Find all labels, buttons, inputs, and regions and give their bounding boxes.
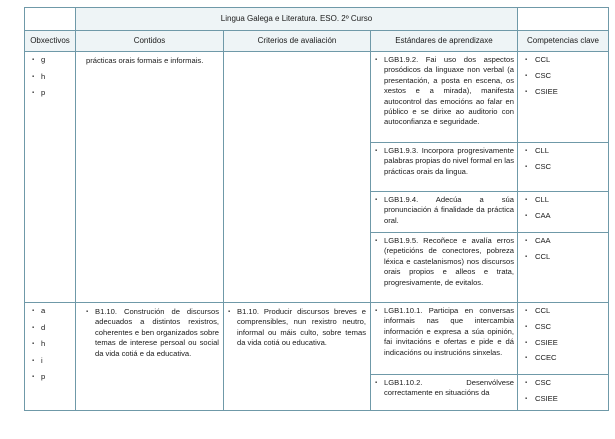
- list-item: ▪ CCL: [524, 55, 608, 65]
- content-cell: [76, 52, 224, 303]
- list-item: ▪ CSIEE: [524, 87, 608, 97]
- competences-list: [524, 306, 608, 364]
- header-criteria: Criterios de avaliación: [224, 31, 371, 52]
- header-objectives: Obxectivos: [25, 31, 76, 52]
- objectives-cell: [25, 52, 76, 303]
- standard-cell: [371, 233, 518, 303]
- objectives-list: [31, 55, 75, 98]
- header-contents: Contidos: [76, 31, 224, 52]
- list-item: ▪ CAA: [524, 236, 608, 246]
- competences-cell: [518, 52, 609, 143]
- content-cell: [76, 303, 224, 411]
- blank-corner-cell: [25, 8, 76, 31]
- list-item: ▪ CSC: [524, 378, 608, 388]
- list-item: ▪ i: [31, 356, 75, 366]
- standard-text: ▪ LGB1.10.2. Desenvólvese correctamente en situacións da: [375, 378, 514, 399]
- standard-cell: [371, 52, 518, 143]
- competences-list: [524, 195, 608, 221]
- table-title: Lingua Galega e Literatura. ESO. 2º Curso: [76, 8, 518, 31]
- content-text: prácticas orais formais e informais.: [86, 56, 204, 65]
- competences-cell: [518, 375, 609, 411]
- list-item: ▪ CSC: [524, 162, 608, 172]
- criteria-text: ▪ B1.10. Producir discursos breves e comprensibles, nun rexistro neutro, informal ou máis culto, sobre temas da vida cotiá ou educativa.: [228, 307, 366, 349]
- criteria-cell: [224, 52, 371, 303]
- competences-list: [524, 236, 608, 262]
- header-row: [25, 31, 609, 52]
- list-item: ▪ g: [31, 55, 75, 65]
- competences-list: [524, 146, 608, 172]
- header-competences: Competencias clave: [518, 31, 609, 52]
- table-row: [25, 303, 609, 375]
- list-item: ▪ p: [31, 88, 75, 98]
- standard-text: ▪ LGB1.9.3. Incorpora progresivamente palabras propias do nivel formal en las prácticas orais da lingua.: [375, 146, 514, 177]
- header-standards: Estándares de aprendizaxe: [371, 31, 518, 52]
- list-item: ▪ h: [31, 339, 75, 349]
- list-item: ▪ CAA: [524, 211, 608, 221]
- standard-text: ▪ LGB1.9.4. Adecúa a súa pronunciación á finalidade da práctica oral.: [375, 195, 514, 226]
- objectives-cell: [25, 303, 76, 411]
- list-item: ▪ CCL: [524, 252, 608, 262]
- standard-cell: [371, 192, 518, 233]
- standard-cell: [371, 303, 518, 375]
- standard-cell: [371, 375, 518, 411]
- competences-list: [524, 55, 608, 97]
- list-item: ▪ CSC: [524, 322, 608, 332]
- competences-cell: [518, 233, 609, 303]
- content-text: ▪ B1.10. Construción de discursos adecuados a distintos rexistros, coherentes e ben organizados sobre temas de interese persoal ou social da vida cotiá e da educativa.: [86, 307, 219, 359]
- list-item: ▪ d: [31, 323, 75, 333]
- curriculum-page: [24, 7, 609, 411]
- list-item: ▪ CCL: [524, 306, 608, 316]
- standard-text: ▪ LGB1.9.5. Recoñece e avalía erros (repeticións de conectores, pobreza léxica e castelanismos) nos discursos orais propios e alleos e trata, progresivamente, de evitalos.: [375, 236, 514, 288]
- table-row: [25, 52, 609, 143]
- competences-list: [524, 378, 608, 404]
- list-item: ▪ a: [31, 306, 75, 316]
- competences-cell: [518, 303, 609, 375]
- standard-cell: [371, 143, 518, 192]
- list-item: ▪ p: [31, 372, 75, 382]
- curriculum-table: [24, 7, 609, 411]
- blank-corner-cell: [518, 8, 609, 31]
- list-item: ▪ CCEC: [524, 353, 608, 363]
- list-item: ▪ CLL: [524, 195, 608, 205]
- standard-text: ▪ LGB1.10.1. Participa en conversas informais nas que intercambia información e expresa a súa opinión, fai invitacións e ofertas e pide e dá indicacións ou instrucións sinxelas.: [375, 306, 514, 358]
- list-item: ▪ CSIEE: [524, 394, 608, 404]
- competences-cell: [518, 143, 609, 192]
- list-item: ▪ CSC: [524, 71, 608, 81]
- objectives-list: [31, 306, 75, 382]
- standard-text: ▪ LGB1.9.2. Fai uso dos aspectos prosódicos da linguaxe non verbal (a presentación, a posta en escena, os xestos e a mirada), manifesta autocontrol das emocións ao falar en público e se dirixe ao auditorio con autoconfianza e seguridade.: [375, 55, 514, 128]
- list-item: ▪ h: [31, 72, 75, 82]
- competences-cell: [518, 192, 609, 233]
- title-row: [25, 8, 609, 31]
- list-item: ▪ CLL: [524, 146, 608, 156]
- criteria-cell: [224, 303, 371, 411]
- list-item: ▪ CSIEE: [524, 338, 608, 348]
